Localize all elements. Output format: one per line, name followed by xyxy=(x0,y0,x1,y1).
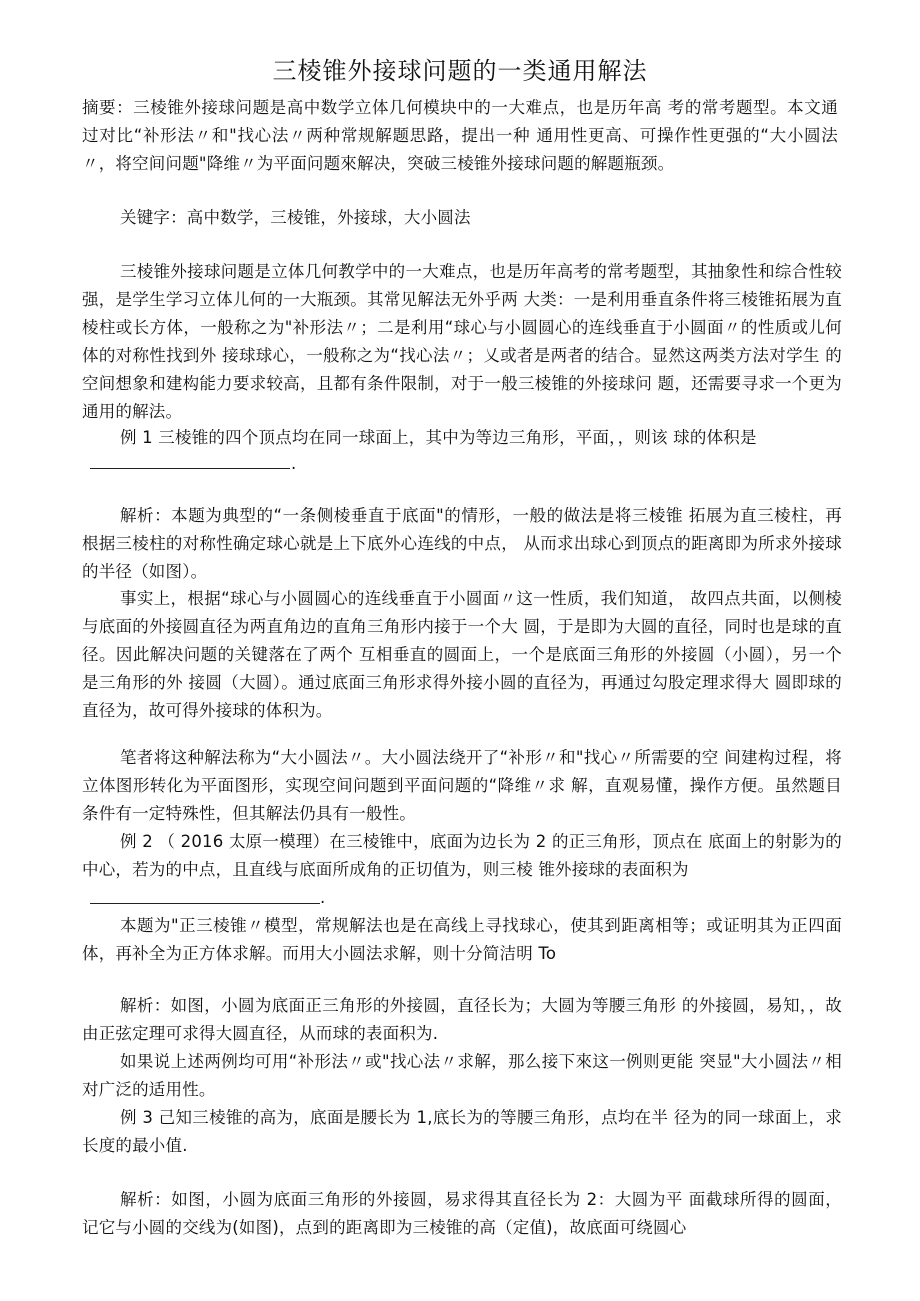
example-3-solution: 解析：如图，小圆为底面三角形的外接圆，易求得其直径长为 2：大圆为平 面截球所得的圆面，记它与小圆的交线为(如图)，点到的距离即为三棱锥的高（定值)，故底面可绕圆心 xyxy=(82,1190,842,1237)
document-title: 三棱锥外接球问题的一类通用解法 xyxy=(272,57,648,86)
intro-paragraph: 三棱锥外接球问题是立体几何教学中的一大难点，也是历年高考的常考题型，其抽象性和综合性较强，是学生学习立体儿何的一大瓶颈。其常见解法无外乎两 大类：一是利用垂直条件将三棱锥拓展为直棱柱或长方体，一般称之为"补形法〃；二是利用“球心与小圆圆心的连线垂直于小圆面〃的性质或儿何体的对称性找到外 接球球心，一般称之为“找心法〃；乂或者是两者的结合。显然这两类方法对学生 的空间想象和建构能力要求较高，且都有条件限制，对于一般三棱锥的外接球问 题，还需要寻求一个更为通用的解法。 xyxy=(82,262,842,421)
method-paragraph: 笔者将这种解法称为“大小圆法〃。大小圆法绕开了“补形〃和"找心〃所需要的空 间建构过程，将立体图形转化为平面图形，实现空间问题到平面问题的“降维〃求 解，直观易懂，操作方便。虽然题目条件有一定特殊性，但其解法仍具有一般性。 xyxy=(82,748,842,823)
example-1-blank-period: . xyxy=(291,454,297,473)
example-1-insight: 事实上，根据“球心与小圆圆心的连线垂直于小圆面〃这一性质，我们知道， 故四点共面，以侧棱与底面的外接圆直径为两直角边的直角三角形内接于一个大 圆，于是即为大圆的直径，同时也是球的直径。因此解决问题的关键落在了两个 互相垂直的圆面上，一个是底面三角形的外接圆（小圆），另一个是三角形的外 接圆（大圆）。通过底面三角形求得外接小圆的直径为，再通过勾股定理求得大 圆即球的直径为，故可得外接球的体积为。 xyxy=(82,589,842,720)
example-1-answer-blank xyxy=(90,468,290,469)
example-2-question: 例 2 （ 2016 太原一模理）在三棱锥中，底面为边长为 2 的正三角形，顶点在 底面上的射影为的中心，若为的中点，且直线与底面所成角的正切值为，则三棱 锥外接球的表面积为 xyxy=(82,832,842,879)
keywords-line: 关键字：高中数学，三棱锥，外接球，大小圆法 xyxy=(120,208,471,227)
transition-paragraph: 如果说上述两例均可用“补形法〃或"找心法〃求解，那么接下來这一例则更能 突显"大小圆法〃相对广泛的适用性。 xyxy=(82,1052,842,1099)
example-2-solution: 解析：如图，小圆为底面正三角形的外接圆，直径长为；大圆为等腰三角形 的外接圆，易知，，故由正弦定理可求得大圆直径，从而球的表面积为. xyxy=(82,996,842,1043)
example-2-blank-period: . xyxy=(320,888,326,907)
example-2-note: 本题为"正三棱锥〃模型，常规解法也是在高线上寻找球心，使其到距离相等；或证明其为正四面体，再补全为正方体求解。而用大小圆法求解，则十分简洁明 To xyxy=(82,916,842,963)
example-1-solution: 解析：本题为典型的“一条侧棱垂直于底面"的情形，一般的做法是将三棱锥 拓展为直三棱柱，再根据三棱柱的对称性确定球心就是上下底外心连线的中点， 从而求出球心到顶点的距离即为所求外接球的半径（如图）。 xyxy=(82,506,842,581)
example-1-question: 例 1 三棱锥的四个顶点均在同一球面上，其中为等边三角形，平面，，则该 球的体积是 xyxy=(120,428,757,447)
example-3-question: 例 3 己知三棱锥的高为，底面是腰长为 1,底长为的等腰三角形，点均在半 径为的同一球面上，求长度的最小值. xyxy=(82,1108,842,1155)
abstract-paragraph: 摘要：三棱锥外接球问题是高中数学立体几何模块中的一大难点，也是历年高 考的常考题型。本文通过对比“补形法〃和"找心法〃两种常规解题思路，提出一种 通用性更高、可操作性更强的“大小圆法〃，将空间问题"降维〃为平面问题來解决，突破三棱锥外接球问题的解题瓶颈。 xyxy=(82,98,838,173)
example-2-answer-blank xyxy=(90,903,320,904)
